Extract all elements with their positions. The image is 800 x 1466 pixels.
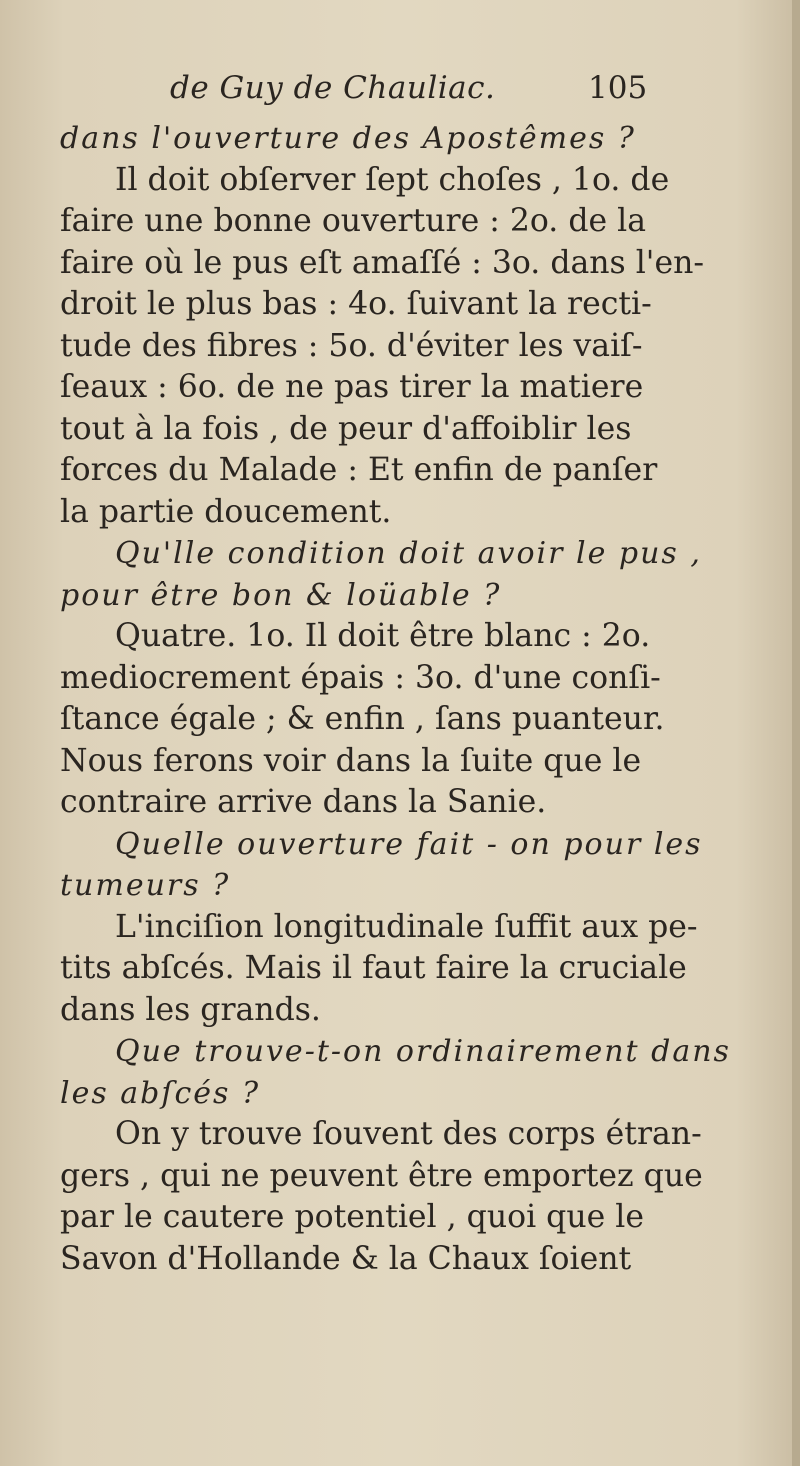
text-line: dans les grands. — [60, 991, 321, 1028]
question-line: dans l'ouverture des Apostêmes ? — [60, 121, 636, 156]
page-header — [170, 70, 670, 120]
text-line: mediocrement épais : 3o. d'une conſi- — [60, 659, 661, 696]
question-line: tumeurs ? — [60, 868, 231, 903]
page-number: 105 — [588, 70, 648, 106]
question-line: Quelle ouverture fait - on pour les — [115, 826, 703, 862]
text-line: Quatre. 1o. Il doit être blanc : 2o. — [115, 618, 651, 654]
question-line: Qu'lle condition doit avoir le pus , — [115, 536, 702, 571]
text-line: gers , qui ne peuvent être emportez que — [60, 1157, 703, 1194]
text-line: par le cautere potentiel , quoi que le — [60, 1199, 644, 1235]
text-line: la partie doucement. — [60, 493, 392, 530]
text-line: tude des fibres : 5o. d'éviter les vaiſ- — [60, 327, 643, 364]
text-line: faire une bonne ouverture : 2o. de la — [60, 203, 646, 239]
text-line: On y trouve ſouvent des corps étran- — [115, 1116, 702, 1152]
text-line: ſtance égale ; & enfin , ſans puanteur. — [60, 701, 665, 737]
text-line: Savon d'Hollande & la Chaux ſoient — [60, 1240, 632, 1277]
text-line: tits abſcés. Mais il faut faire la cruciale — [60, 950, 687, 986]
text-line: ſeaux : 6o. de ne pas tirer la matiere — [60, 369, 644, 405]
text-line: forces du Malade : Et enfin de panſer — [60, 452, 658, 488]
question-line: Que trouve-t-on ordinairement dans — [115, 1034, 731, 1069]
page-edge-shadow — [792, 0, 800, 1466]
text-line: Nous ferons voir dans la ſuite que le — [60, 742, 642, 779]
text-line: L'inciſion longitudinale ſuffit aux pe- — [115, 908, 698, 945]
running-title: de Guy de Chauliac. — [170, 70, 496, 106]
question-line: pour être bon & loüable ? — [60, 577, 502, 613]
text-line: Il doit obſerver ſept choſes , 1o. de — [115, 161, 670, 198]
text-line: droit le plus bas : 4o. ſuivant la recti- — [60, 286, 652, 322]
text-line: faire où le pus eſt amaſſé : 3o. dans l'en- — [60, 244, 705, 281]
question-line: les abſcés ? — [60, 1075, 261, 1111]
text-line: tout à la fois , de peur d'affoiblir les — [60, 410, 632, 447]
body-text — [60, 118, 750, 1280]
text-line: contraire arrive dans la Sanie. — [60, 784, 547, 820]
